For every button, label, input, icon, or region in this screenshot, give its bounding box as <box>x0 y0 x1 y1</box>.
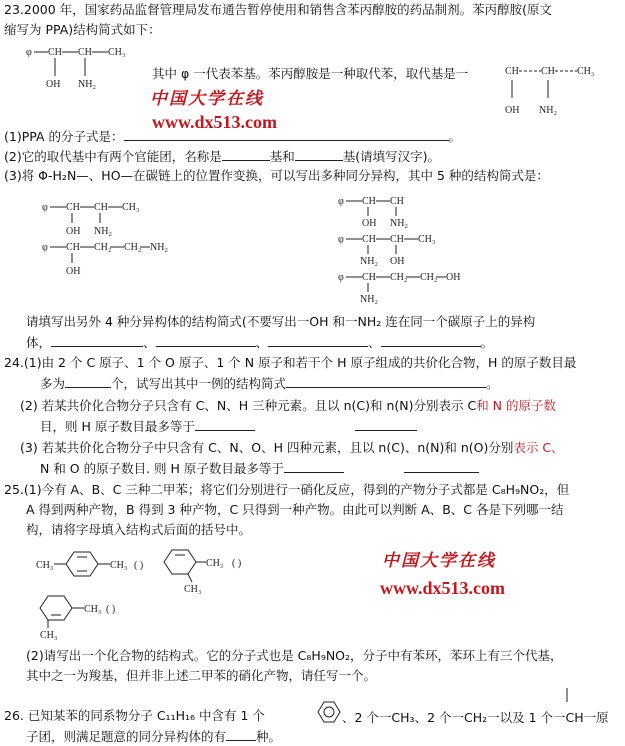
q23-desc: 其中 φ 一代表苯基。苯丙醇胺是一种取代苯，取代基是一 <box>152 66 469 81</box>
svg-text:CH₃: CH₃ <box>122 202 140 213</box>
q24-part3-line2: N 和 O 的原子数目. 则 H 原子数目最多等于 <box>40 460 479 477</box>
isomer-left-1 <box>42 198 152 243</box>
watermark-url: www.dx513.com <box>152 112 277 132</box>
svg-text:CH: CH <box>390 234 404 245</box>
ch-label: CH <box>78 47 92 58</box>
q25-part1-line1: 25.(1)今有 A、B、C 三种二甲苯；将它们分别进行一硝化反应，得到的产物分子式都是 C₈H₉NO₂，但 <box>4 482 570 497</box>
svg-text:CH₃: CH₃ <box>184 584 202 595</box>
svg-text:CH: CH <box>66 202 80 213</box>
answer-blank[interactable] <box>124 128 449 141</box>
isomer-left-2 <box>42 238 182 283</box>
isomer-right-2 <box>338 230 468 268</box>
svg-text:CH₂: CH₂ <box>420 272 438 283</box>
q24-part3-line1: (3) 若某共价化合物分子中只含有 C、N、O、H 四种元素，且以 n(C)、n(N)和 n(O)分别表示 C、 <box>20 440 564 455</box>
q24-part2-line2: 目，则 H 原子数目最多等于 <box>40 418 417 435</box>
isomer-right-3 <box>338 268 478 306</box>
q25-part1-line2: A 得到两种产物，B 得到 3 种产物，C 只得到一种产物。由此可以判断 A、B、C 各是下列哪一结 <box>26 502 564 517</box>
svg-text:φ: φ <box>42 242 48 253</box>
watermark-cn: 中国大学在线 <box>150 89 264 109</box>
svg-text:OH: OH <box>66 226 81 237</box>
benzene-ring-icon <box>316 700 342 724</box>
watermark-url-2: www.dx513.com <box>380 578 505 598</box>
ch3-label: CH₃ <box>577 66 595 77</box>
q25-part2-line1: (2)请写出一个化合物的结构式。它的分子式也是 C₈H₉NO₂，分子中有苯环，苯环上有三个代基， <box>26 648 563 663</box>
q26-line1-b: 、2 个一CH₃、2 个一CH₂一以及 1 个一CH一原 <box>342 710 609 725</box>
svg-text:CH: CH <box>362 272 376 283</box>
watermark-cn-2: 中国大学在线 <box>382 551 496 571</box>
q23-intro-line1: 23.2000 年，国家药品监督管理局发布通告暂停使用和销售含苯丙醇胺的药品制剂。苯丙醇胺(原文 <box>4 2 553 17</box>
meta-xylene-structure <box>36 594 156 640</box>
svg-text:CH₃: CH₃ <box>40 630 58 641</box>
answer-blank[interactable] <box>355 418 417 431</box>
svg-text:NH₂: NH₂ <box>360 294 378 305</box>
svg-text:OH: OH <box>66 266 81 277</box>
svg-text:NH₂: NH₂ <box>390 218 408 229</box>
q23-part2: (2)它的取代基中有两个官能团，名称是 基和 基(请填写汉字)。 <box>4 149 440 164</box>
answer-paren: ( ) <box>232 558 242 569</box>
svg-text:φ: φ <box>338 196 344 207</box>
svg-text:OH: OH <box>362 218 377 229</box>
answer-blank[interactable] <box>51 334 143 347</box>
q24-part1-line2: 多为 个，试写出其中一例的结构简式 。 <box>40 376 499 391</box>
answer-blank[interactable] <box>284 460 344 473</box>
ch-bond-stub <box>564 688 570 704</box>
answer-blank[interactable] <box>404 460 479 473</box>
svg-text:CH₂: CH₂ <box>94 242 112 253</box>
answer-blank[interactable] <box>381 334 481 347</box>
svg-text:CH₃: CH₃ <box>110 560 128 571</box>
answer-blank[interactable] <box>156 334 256 347</box>
svg-text:NH₂: NH₂ <box>360 256 378 267</box>
svg-text:NH₂: NH₂ <box>150 242 168 253</box>
svg-text:CH: CH <box>390 196 404 207</box>
answer-paren: ( ) <box>134 560 144 571</box>
answer-blank[interactable] <box>65 375 111 388</box>
ch-label: CH <box>541 66 555 77</box>
svg-text:NH₂: NH₂ <box>94 226 112 237</box>
q23-part1: (1)PPA 的分子式是： 。 <box>4 129 462 144</box>
isomer-right-1 <box>338 192 448 230</box>
svg-text:OH: OH <box>446 272 461 283</box>
answer-paren: ( ) <box>106 604 116 615</box>
q23-part3: (3)将 Φ-H₂N—、HO—在碳链上的位置作变换，可以写出多种同分异构，其中 5 种的结构简式是： <box>4 168 549 183</box>
nh2-label: NH₂ <box>539 105 557 116</box>
svg-text:CH₂: CH₂ <box>390 272 408 283</box>
svg-text:CH: CH <box>362 234 376 245</box>
svg-text:φ: φ <box>338 234 344 245</box>
ppa-structure <box>26 42 156 92</box>
q24-part1-line1: 24.(1)由 2 个 C 原子、1 个 O 原子、1 个 N 原子和若干个 H 原子组成的共价化合物，H 的原子数目最 <box>4 355 577 370</box>
ch3-label: CH₃ <box>108 47 126 58</box>
answer-blank[interactable] <box>268 334 368 347</box>
svg-text:CH: CH <box>66 242 80 253</box>
phi-label: φ <box>26 47 32 58</box>
substituent-structure <box>505 62 620 120</box>
answer-blank[interactable] <box>286 375 486 388</box>
oh-label: OH <box>46 79 61 90</box>
q25-part2-line2: 其中之一为羧基，但并非上述二甲苯的硝化产物，请任写一个。 <box>26 668 377 683</box>
ortho-xylene-structure <box>158 546 278 595</box>
svg-text:CH₂: CH₂ <box>124 242 142 253</box>
q26-line1-a: 26. 已知某苯的同系物分子 C₁₁H₁₆ 中含有 1 个 <box>4 708 265 723</box>
q23-intro-line2: 缩写为 PPA)结构简式如下： <box>4 22 161 37</box>
answer-blank[interactable] <box>222 148 270 161</box>
oh-label: OH <box>505 105 520 116</box>
svg-text:CH₃: CH₃ <box>418 234 436 245</box>
answer-blank[interactable] <box>226 728 256 741</box>
answer-blank[interactable] <box>195 418 255 431</box>
q23-part4-line2: 体， 、 、 、 。 <box>26 335 494 350</box>
svg-text:CH₃: CH₃ <box>84 604 102 615</box>
answer-blank[interactable] <box>295 148 343 161</box>
svg-text:φ: φ <box>42 202 48 213</box>
svg-text:CH₃: CH₃ <box>36 560 54 571</box>
svg-text:CH: CH <box>94 202 108 213</box>
ch-label: CH <box>505 66 519 77</box>
svg-text:OH: OH <box>390 256 405 267</box>
q23-part4-line1: 请填写出另外 4 种分异构体的结构简式(不要写出一OH 和一NH₂ 连在同一个碳原子上的异构 <box>26 314 536 329</box>
q25-part1-line3: 构，请将字母填入结构式后面的括号中。 <box>26 522 252 537</box>
nh2-label: NH₂ <box>78 79 96 90</box>
svg-text:φ: φ <box>338 272 344 283</box>
svg-text:CH₃: CH₃ <box>206 558 224 569</box>
svg-text:CH: CH <box>362 196 376 207</box>
q26-line2: 子团，则满足题意的同分异构体的有 种。 <box>26 729 282 744</box>
ch-label: CH <box>48 47 62 58</box>
q24-part2-line1: (2) 若某共价化合物分子只含有 C、N、H 三种元素。且以 n(C)和 n(N)分别表示 C和 N 的原子数 <box>20 398 556 413</box>
q23-part1-text: (1)PPA 的分子式是： <box>4 129 124 144</box>
